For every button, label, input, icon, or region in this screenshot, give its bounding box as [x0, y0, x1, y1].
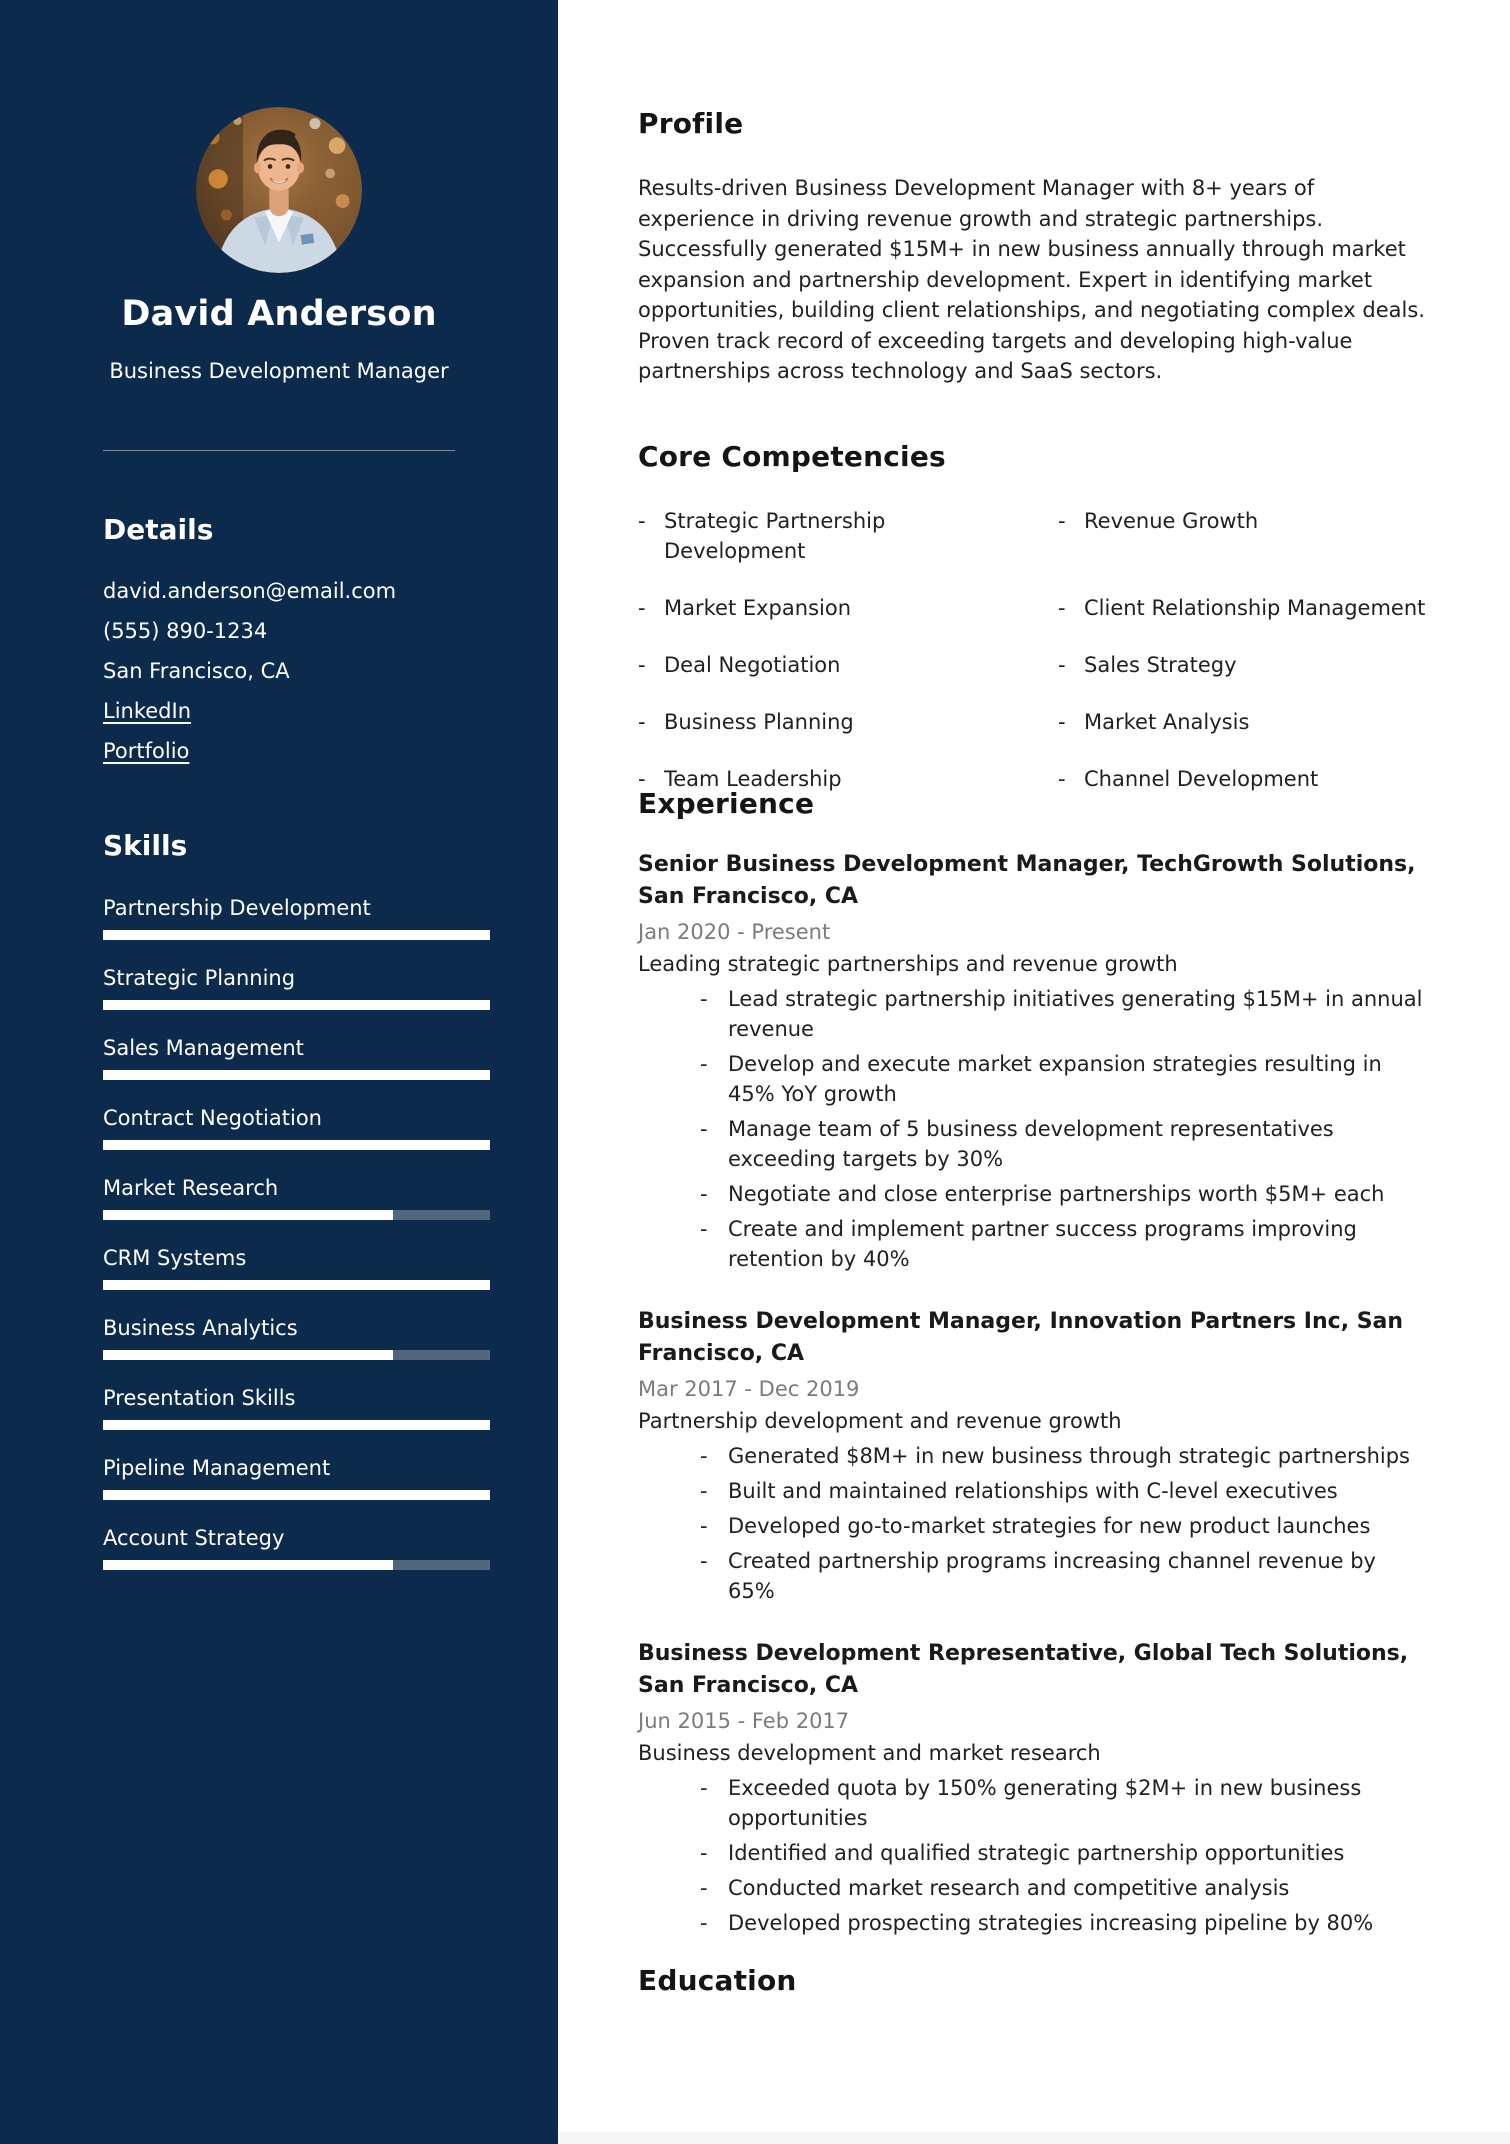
- core-competencies-section: [638, 438, 1428, 794]
- skill-item: [103, 1174, 490, 1220]
- skill-label: Presentation Skills: [103, 1386, 296, 1410]
- competency-item: - Sales Strategy: [1058, 650, 1428, 680]
- job-entry: [638, 1306, 1428, 1606]
- experience-bullet: - Lead strategic partnership initiatives generating $15M+ in annual revenue: [638, 984, 1428, 1044]
- person-title: Business Development Manager: [109, 359, 449, 383]
- experience-bullet: - Identified and qualified strategic partnership opportunities: [638, 1838, 1428, 1868]
- job-title: Business Development Manager, Innovation Partners Inc, San Francisco, CA: [638, 1309, 1404, 1366]
- portfolio-link[interactable]: Portfolio: [103, 739, 190, 763]
- bullet-dash: -: [1058, 653, 1066, 677]
- linkedin-link[interactable]: LinkedIn: [103, 699, 192, 723]
- skill-label: Strategic Planning: [103, 966, 296, 990]
- skill-item: [103, 1454, 490, 1500]
- skill-progress-track: [103, 1280, 490, 1290]
- bullet-dash: -: [700, 1117, 708, 1141]
- bullet-dash: -: [1058, 767, 1066, 791]
- job-entry: [638, 849, 1428, 1274]
- job-bullet-list: [638, 1441, 1428, 1606]
- skill-item: [103, 1314, 490, 1360]
- bullet-dash: -: [638, 767, 646, 791]
- skill-progress-fill: [103, 1560, 393, 1570]
- avatar: [196, 107, 362, 273]
- competency-item: - Team Leadership: [638, 764, 1058, 794]
- experience-bullet: - Developed prospecting strategies increasing pipeline by 80%: [638, 1908, 1428, 1938]
- skill-progress-track: [103, 1560, 490, 1570]
- skill-progress-track: [103, 1350, 490, 1360]
- job-dates: Jan 2020 - Present: [638, 920, 831, 944]
- core-competencies-grid: [638, 506, 1428, 794]
- bullet-dash: -: [700, 1514, 708, 1538]
- skill-label: Market Research: [103, 1176, 279, 1200]
- experience-bullet: - Built and maintained relationships with C-level executives: [638, 1476, 1428, 1506]
- skill-label: CRM Systems: [103, 1246, 247, 1270]
- skill-item: [103, 964, 490, 1010]
- skill-progress-track: [103, 1210, 490, 1220]
- skill-item: [103, 1524, 490, 1570]
- competency-item: - Revenue Growth: [1058, 506, 1428, 536]
- job-dates: Jun 2015 - Feb 2017: [638, 1709, 850, 1733]
- competency-item: - Strategic Partnership Development: [638, 506, 1058, 566]
- experience-bullet: - Negotiate and close enterprise partnerships worth $5M+ each: [638, 1179, 1428, 1209]
- skill-progress-fill: [103, 1350, 393, 1360]
- avatar-illustration: [196, 107, 362, 273]
- skill-progress-fill: [103, 1140, 490, 1150]
- email-value: david.anderson@email.com: [103, 579, 397, 603]
- sidebar-divider: [103, 450, 455, 451]
- job-summary: Partnership development and revenue growth: [638, 1409, 1122, 1433]
- bullet-dash: -: [700, 987, 708, 1011]
- competency-item: - Channel Development: [1058, 764, 1428, 794]
- education-section: [638, 1962, 1428, 2030]
- skill-progress-track: [103, 1140, 490, 1150]
- bullet-dash: -: [700, 1052, 708, 1076]
- bullet-dash: -: [700, 1479, 708, 1503]
- experience-bullet: - Manage team of 5 business development representatives exceeding targets by 30%: [638, 1114, 1428, 1174]
- bullet-dash: -: [1058, 710, 1066, 734]
- details-section: [103, 512, 493, 776]
- skill-progress-fill: [103, 1070, 490, 1080]
- competency-item: - Deal Negotiation: [638, 650, 1058, 680]
- profile-text: Results-driven Business Development Manager with 8+ years of experience in driving revenue growth and strategic partnerships. Successfully generated $15M+ in new business annually through market expansion and partnership development. Expert in identifying market opportunities, building client relationships, and negotiating complex deals. Proven track record of exceeding targets and developing high-value partnerships across technology and SaaS sectors.: [638, 176, 1425, 383]
- skill-progress-fill: [103, 1210, 393, 1220]
- bullet-dash: -: [638, 653, 646, 677]
- experience-bullet: - Developed go-to-market strategies for new product launches: [638, 1511, 1428, 1541]
- skill-label: Business Analytics: [103, 1316, 298, 1340]
- skill-progress-track: [103, 1000, 490, 1010]
- job-title: Senior Business Development Manager, TechGrowth Solutions, San Francisco, CA: [638, 852, 1416, 909]
- education-heading: Education: [638, 1964, 797, 1997]
- skills-heading: Skills: [103, 829, 188, 862]
- skill-label: Partnership Development: [103, 896, 371, 920]
- bullet-dash: -: [700, 1776, 708, 1800]
- bullet-dash: -: [700, 1841, 708, 1865]
- skill-item: [103, 1034, 490, 1080]
- experience-bullet: - Conducted market research and competitive analysis: [638, 1873, 1428, 1903]
- person-name: David Anderson: [121, 294, 437, 334]
- experience-bullet: - Develop and execute market expansion strategies resulting in 45% YoY growth: [638, 1049, 1428, 1109]
- profile-section: [638, 105, 1428, 387]
- job-title: Business Development Representative, Global Tech Solutions, San Francisco, CA: [638, 1641, 1409, 1698]
- phone-value: (555) 890-1234: [103, 619, 268, 643]
- skill-label: Contract Negotiation: [103, 1106, 322, 1130]
- experience-bullet: - Exceeded quota by 150% generating $2M+ in new business opportunities: [638, 1773, 1428, 1833]
- bullet-dash: -: [700, 1444, 708, 1468]
- experience-section: [638, 785, 1428, 1970]
- bullet-dash: -: [700, 1217, 708, 1241]
- skill-item: [103, 1244, 490, 1290]
- competency-item: - Market Expansion: [638, 593, 1058, 623]
- details-heading: Details: [103, 513, 214, 546]
- job-bullet-list: [638, 1773, 1428, 1938]
- core-competencies-heading: Core Competencies: [638, 440, 946, 473]
- skill-item: [103, 1384, 490, 1430]
- core-competencies-left-column: [638, 506, 1058, 794]
- job-summary: Business development and market research: [638, 1741, 1101, 1765]
- job-bullet-list: [638, 984, 1428, 1274]
- experience-bullet: - Created partnership programs increasing channel revenue by 65%: [638, 1546, 1428, 1606]
- bullet-dash: -: [638, 710, 646, 734]
- bullet-dash: -: [638, 596, 646, 620]
- skill-progress-track: [103, 1420, 490, 1430]
- experience-heading: Experience: [638, 787, 815, 820]
- bullet-dash: -: [1058, 596, 1066, 620]
- sidebar: [0, 0, 558, 2144]
- competency-item: - Client Relationship Management: [1058, 593, 1428, 623]
- skill-progress-track: [103, 1490, 490, 1500]
- job-summary: Leading strategic partnerships and revenue growth: [638, 952, 1178, 976]
- skill-progress-fill: [103, 930, 490, 940]
- experience-bullet: - Generated $8M+ in new business through strategic partnerships: [638, 1441, 1428, 1471]
- job-entry: [638, 1638, 1428, 1938]
- competency-item: - Market Analysis: [1058, 707, 1428, 737]
- skill-label: Pipeline Management: [103, 1456, 331, 1480]
- skill-progress-fill: [103, 1420, 490, 1430]
- bullet-dash: -: [700, 1549, 708, 1573]
- skill-progress-fill: [103, 1490, 490, 1500]
- bullet-dash: -: [700, 1911, 708, 1935]
- location-value: San Francisco, CA: [103, 659, 290, 683]
- profile-heading: Profile: [638, 107, 744, 140]
- competency-item: - Business Planning: [638, 707, 1058, 737]
- skill-progress-track: [103, 930, 490, 940]
- experience-bullet: - Create and implement partner success programs improving retention by 40%: [638, 1214, 1428, 1274]
- skill-progress-fill: [103, 1280, 490, 1290]
- bullet-dash: -: [700, 1182, 708, 1206]
- skill-progress-track: [103, 1070, 490, 1080]
- bullet-dash: -: [638, 509, 646, 533]
- job-dates: Mar 2017 - Dec 2019: [638, 1377, 860, 1401]
- skill-progress-fill: [103, 1000, 490, 1010]
- skill-item: [103, 894, 490, 940]
- bullet-dash: -: [700, 1876, 708, 1900]
- skill-label: Sales Management: [103, 1036, 304, 1060]
- skills-section: [103, 828, 490, 1594]
- bullet-dash: -: [1058, 509, 1066, 533]
- page-bottom-edge: [558, 2132, 1510, 2144]
- skill-item: [103, 1104, 490, 1150]
- core-competencies-right-column: [1058, 506, 1428, 794]
- skill-label: Account Strategy: [103, 1526, 285, 1550]
